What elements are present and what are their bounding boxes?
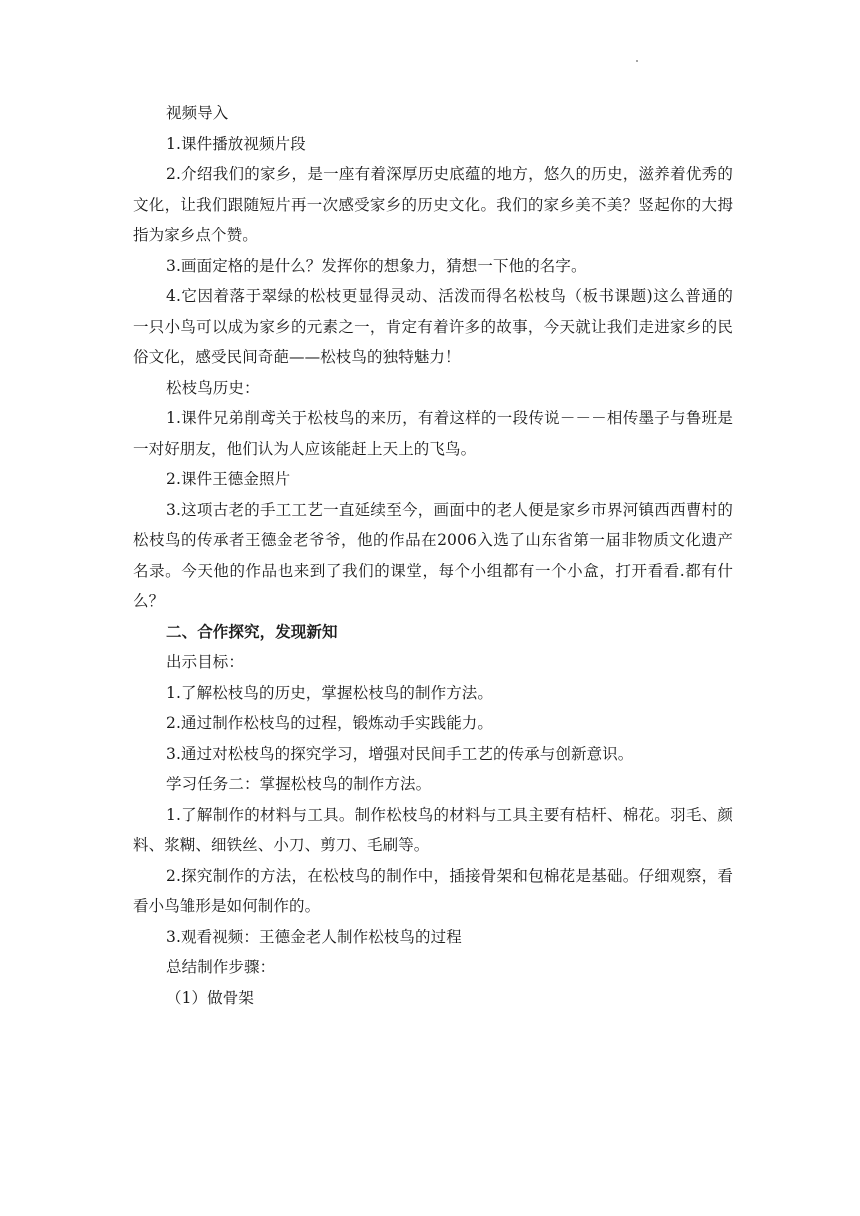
paragraph: 3.这项古老的手工工艺一直延续至今，画面中的老人便是家乡市界河镇西西曹村的松枝鸟的传承者王德金老爷爷，他的作品在2006入选了山东省第一届非物质文化遗产名录。今天他的作品也来到了我们的课堂，每个小组都有一个小盒，打开看看.都有什么？: [133, 500, 733, 610]
paragraph: 2.介绍我们的家乡，是一座有着深厚历史底蕴的地方，悠久的历史，滋养着优秀的文化，让我们跟随短片再一次感受家乡的历史文化。我们的家乡美不美？竖起你的大拇指为家乡点个赞。: [133, 165, 733, 244]
paragraph: 出示目标：: [166, 653, 245, 671]
paragraph: 2.通过制作松枝鸟的过程，锻炼动手实践能力。: [166, 714, 493, 732]
paragraph: （1）做骨架: [166, 988, 254, 1007]
paragraph: 2.探究制作的方法，在松枝鸟的制作中，插接骨架和包棉花是基础。仔细观察，看看小鸟雏形是如何制作的。: [133, 866, 733, 915]
paragraph: 1.课件播放视频片段: [166, 134, 306, 153]
section-heading: 二、合作探究，发现新知: [166, 621, 338, 641]
paragraph: 视频导入: [166, 104, 229, 122]
paragraph: 4.它因着落于翠绿的松枝更显得灵动、活泼而得名松枝鸟（板书课题)这么普通的一只小鸟可以成为家乡的元素之一，肯定有着许多的故事，今天就让我们走进家乡的民俗文化，感受民间奇葩——松枝鸟的独特魅力！: [133, 287, 733, 366]
paragraph: 总结制作步骤：: [166, 958, 276, 976]
paragraph: 1.了解松枝鸟的历史，掌握松枝鸟的制作方法。: [166, 683, 493, 702]
paragraph: 3.画面定格的是什么？发挥你的想象力，猜想一下他的名字。: [166, 256, 587, 275]
document-body: [133, 98, 733, 1013]
paragraph: 1.课件兄弟削鸢关于松枝鸟的来历，有着这样的一段传说－－－相传墨子与鲁班是一对好朋友，他们认为人应该能赶上天上的飞鸟。: [133, 409, 733, 458]
paragraph: 3.观看视频：王德金老人制作松枝鸟的过程: [166, 927, 462, 946]
paragraph: 松枝鸟历史：: [166, 378, 260, 397]
paragraph: 2.课件王德金照片: [166, 470, 291, 488]
paragraph: 1.了解制作的材料与工具。制作松枝鸟的材料与工具主要有桔杆、棉花。羽毛、颜料、浆糊、细铁丝、小刀、剪刀、毛刷等。: [133, 805, 733, 854]
paragraph: 3.通过对松枝鸟的探究学习，增强对民间手工艺的传承与创新意识。: [166, 744, 634, 763]
header-mark: [636, 60, 638, 62]
paragraph: 学习任务二：掌握松枝鸟的制作方法。: [166, 775, 432, 793]
